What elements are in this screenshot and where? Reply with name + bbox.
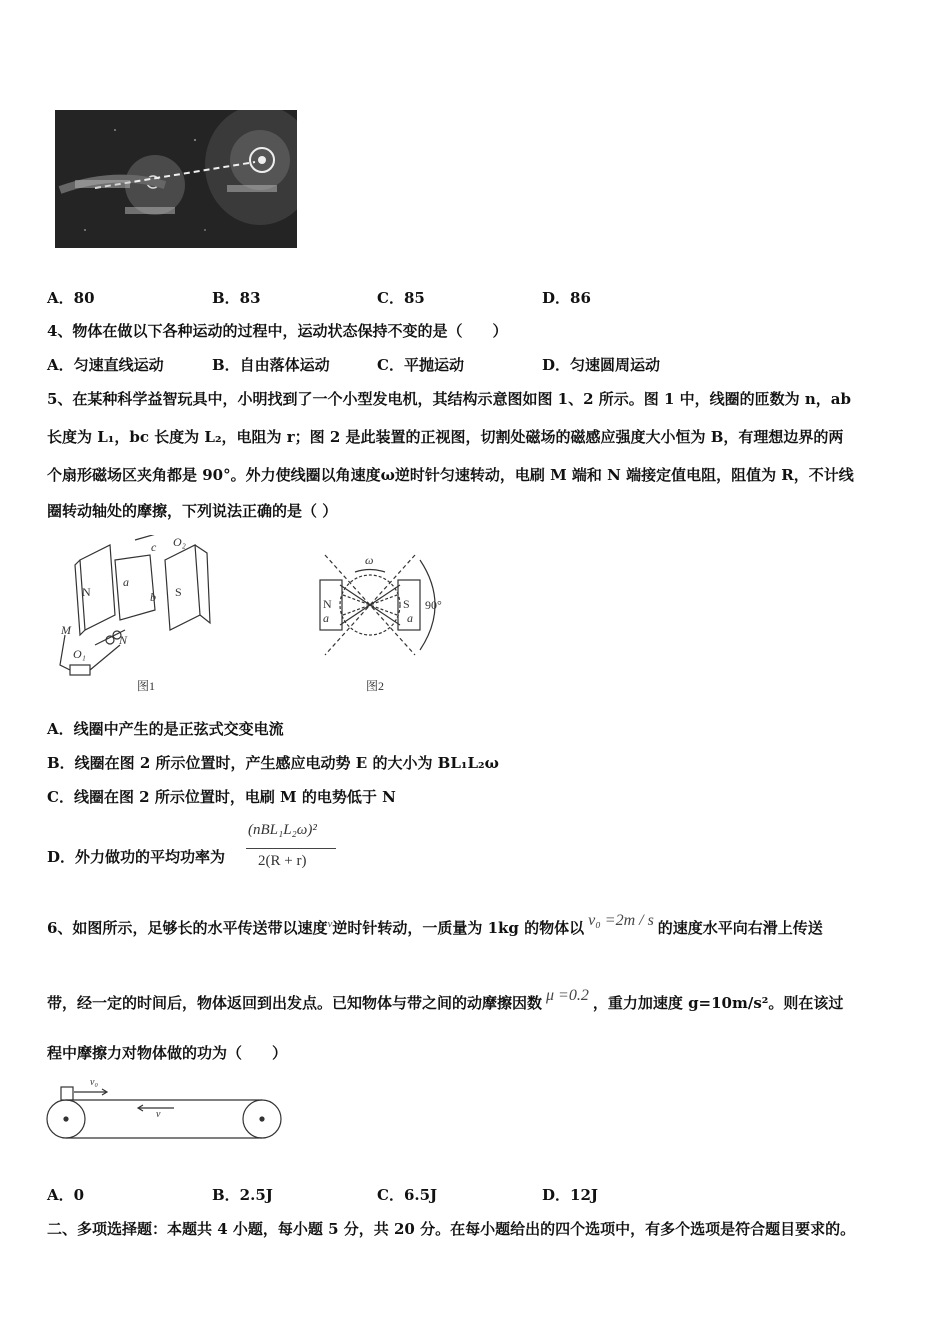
q4-option-a: A．匀速直线运动 [47,356,164,374]
q6-option-b: B．2.5J [212,1186,273,1204]
q6-line-3: 程中摩擦力对物体做的功为（ ） [47,1044,288,1062]
q6-line-1 [47,912,823,938]
q5-figure-1: N S a b c O₂ M N O₁ [55,535,225,695]
q6-mu-expr: μ =0.2 [546,987,589,1004]
q3-option-b: B．83 [212,289,261,307]
q5-stem-line-4: 圈转动轴处的摩擦，下列说法正确的是（ ） [47,502,338,520]
q5-fig2-caption: 图2 [366,679,385,693]
q3-option-a: A．80 [47,289,95,307]
q4-option-b: B．自由落体运动 [212,356,330,374]
q5-d-fraction-bar [246,848,336,849]
q5-option-d: D．外力做功的平均功率为 [47,848,226,866]
q5-fig1-caption: 图1 [137,679,156,693]
q5-option-b: B．线圈在图 2 所示位置时，产生感应电动势 E 的大小为 BL₁L₂ω [47,754,499,772]
q5-d-numerator: (nBL₁L₂ω)² [248,822,317,838]
q6-line1-a: 6、如图所示，足够长的水平传送带以速度 [47,919,328,937]
q6-option-d: D．12J [542,1186,598,1204]
q4-option-c: C．平抛运动 [377,356,464,374]
q4-stem: 4、物体在做以下各种运动的过程中，运动状态保持不变的是（ ） [47,322,508,340]
q6-fig-v0-label: v₀ [90,1077,98,1088]
q3-photo [55,110,297,248]
q4-option-d: D．匀速圆周运动 [542,356,661,374]
q5-stem-line-2: 长度为 L₁，bc 长度为 L₂，电阻为 r；图 2 是此装置的正视图，切割处磁场的磁感应强度大小恒为 B，有理想边界的两 [47,428,844,446]
q6-conveyor-figure [44,1075,286,1145]
q5-fig2-angle: 90° [425,598,442,612]
q6-line1-b: 逆时针转动，一质量为 1kg 的物体以 [332,919,585,937]
q6-v-symbol: v [327,918,333,930]
q6-line1-c: 的速度水平向右滑上传送 [657,919,823,937]
q3-option-c: C．85 [377,289,425,307]
q6-fig-v-label: v [156,1109,161,1120]
q5-option-c: C．线圈在图 2 所示位置时，电刷 M 的电势低于 N [47,788,396,806]
q6-line2-a: 带，经一定的时间后，物体返回到出发点。已知物体与带之间的动摩擦因数 [47,994,543,1012]
q5-stem-line-3: 个扇形磁场区夹角都是 90°。外力使线圈以角速度ω逆时针匀速转动，电刷 M 端和 N 端接定值电阻，阻值为 R，不计线 [47,466,854,484]
q6-line2-b: ，重力加速度 g=10m/s²。则在该过 [592,994,844,1012]
q6-option-c: C．6.5J [377,1186,438,1204]
q6-v0-expr: v₀ =2m / s [588,912,654,929]
q6-option-a: A．0 [47,1186,85,1204]
q3-option-d: D．86 [542,289,591,307]
q5-stem-line-1: 5、在某种科学益智玩具中，小明找到了一个小型发电机，其结构示意图如图 1、2 所示。图 1 中，线圈的匝数为 n，ab [47,390,851,408]
q5-option-a: A．线圈中产生的是正弦式交变电流 [47,720,284,738]
q6-line-2 [47,987,844,1013]
q5-d-denominator: 2(R + r) [258,853,307,869]
q5-figure-2: N S ω a a 90° [315,545,455,670]
section-2-title: 二、多项选择题：本题共 4 小题，每小题 5 分，共 20 分。在每小题给出的四个选项中，有多个选项是符合题目要求的。 [47,1220,856,1238]
